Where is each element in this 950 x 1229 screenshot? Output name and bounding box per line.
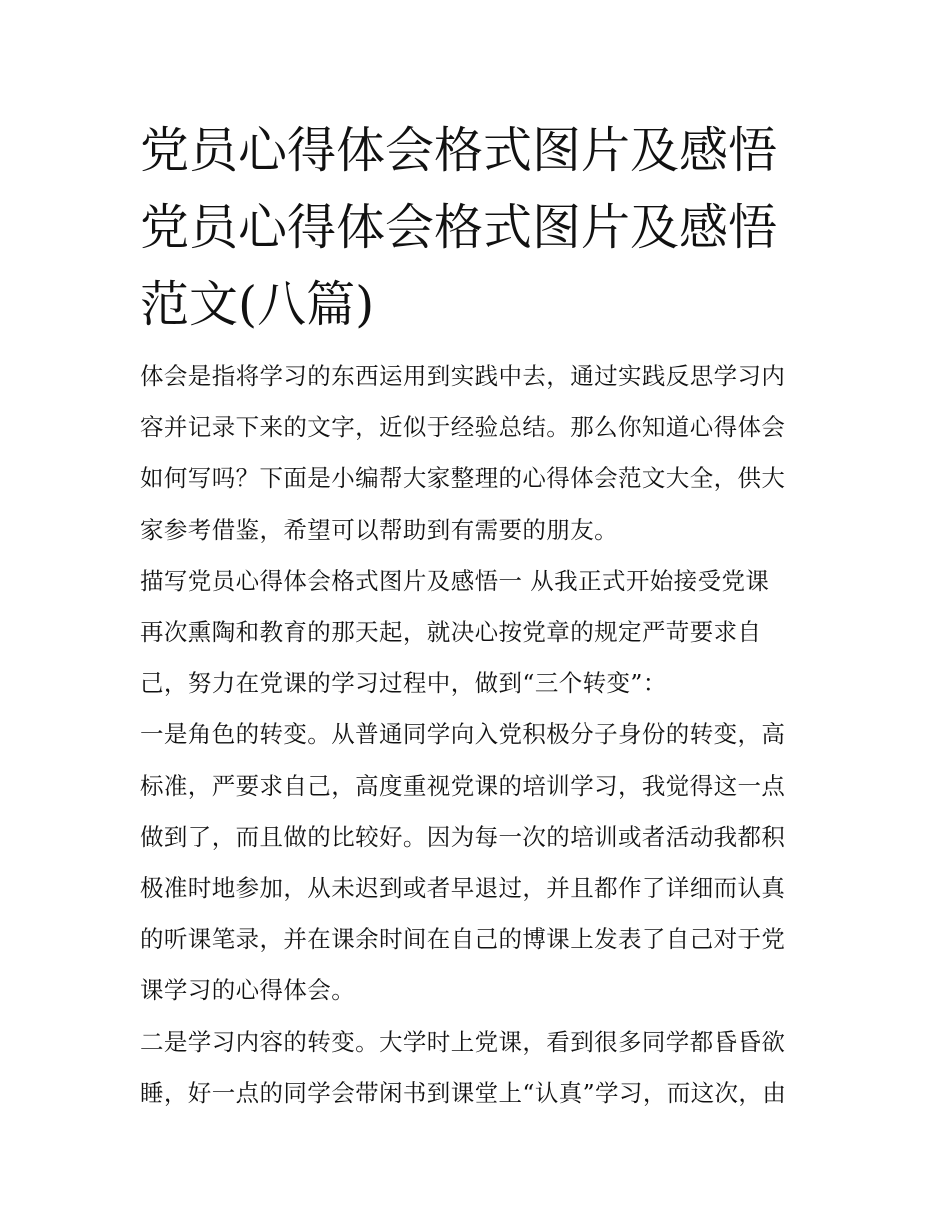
paragraph-role-change — [140, 709, 815, 1016]
text-line: 家参考借鉴，希望可以帮助到有需要的朋友。 — [140, 515, 618, 544]
text-line: 体会是指将学习的东西运用到实践中去，通过实践反思学习内 — [140, 362, 786, 390]
text-line: 标准，严要求自己，高度重视党课的培训学习，我觉得这一点 — [140, 771, 786, 800]
document-body — [140, 351, 815, 1119]
text-line: 再次熏陶和教育的那天起，就决心按党章的规定严苛要求自 — [140, 618, 762, 647]
text-line: 一是角色的转变。从普通同学向入党积极分子身份的转变，高 — [140, 720, 786, 749]
paragraph-essay-one — [140, 556, 815, 710]
text-line: 描写党员心得体会格式图片及感悟一 从我正式开始接受党课 — [140, 566, 770, 595]
title-line: 党员心得体会格式图片及感悟 — [140, 122, 778, 179]
text-line: 如何写吗？下面是小编帮大家整理的心得体会范文大全，供大 — [140, 464, 786, 493]
title-line: 党员心得体会格式图片及感悟 — [140, 199, 778, 256]
paragraph-content-change — [140, 1017, 815, 1119]
text-line: 容并记录下来的文字，近似于经验总结。那么你知道心得体会 — [140, 413, 786, 442]
text-line: 的听课笔录，并在课余时间在自己的博课上发表了自己对于党 — [140, 925, 786, 954]
text-line: 睡，好一点的同学会带闲书到课堂上“认真”学习，而这次，由 — [140, 1078, 787, 1107]
paragraph-intro — [140, 351, 815, 556]
text-line: 己，努力在党课的学习过程中，做到“三个转变”： — [140, 669, 667, 698]
document-page — [140, 112, 815, 1119]
document-title — [140, 112, 815, 343]
text-line: 二是学习内容的转变。大学时上党课，看到很多同学都昏昏欲 — [140, 1027, 786, 1056]
text-line: 课学习的心得体会。 — [140, 976, 356, 1005]
title-line: 范文(八篇) — [140, 276, 375, 333]
text-line: 做到了，而且做的比较好。因为每一次的培训或者活动我都积 — [140, 822, 786, 851]
text-line: 极准时地参加，从未迟到或者早退过，并且都作了详细而认真 — [140, 874, 786, 903]
